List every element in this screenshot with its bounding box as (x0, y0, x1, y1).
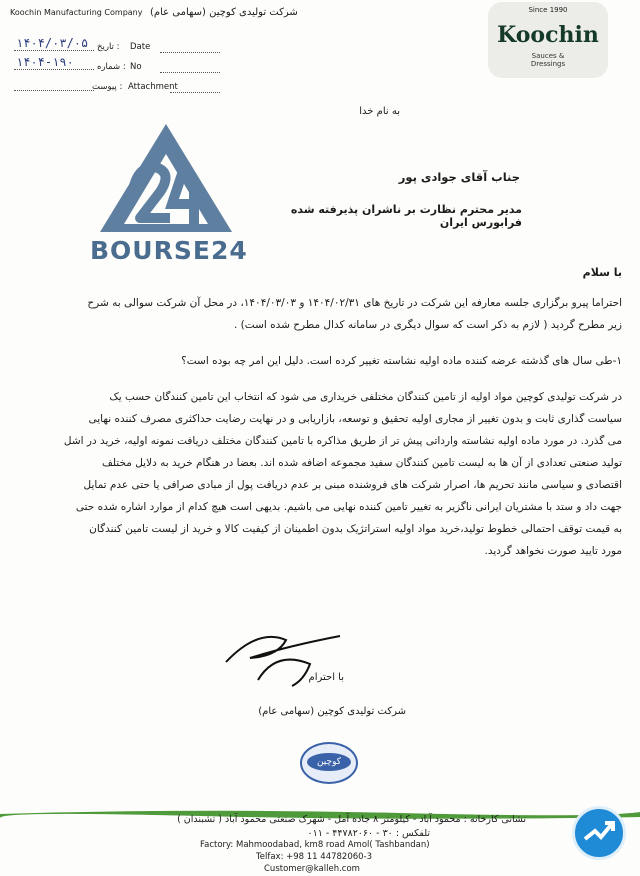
footer-address-fa: نشانی کارخانه : محمود آباد - کیلومتر ۸ جاده آمل - شهرک صنعتی محمود آباد ( تشبندان ) (177, 814, 526, 825)
number-value: ۱۴۰۴-۱۹۰ (16, 55, 74, 69)
greeting: با سلام (582, 266, 622, 279)
answer-line: می گذرد. در مورد ماده اولیه نشاسته وارداتی پیش تر از طریق مذاکره با تامین کنندگان مختلف دریافت نمونه اولیه، خرید در اشل (63, 435, 622, 447)
answer-line: اقتصادی و سیاسی مانند تحریم ها، اصرار شرکت های فروشنده مبنی بر عدم دریافت پول از مبادی صرافی یا حتی عدم تمایل (83, 479, 622, 491)
bourse24-logo-icon (96, 120, 236, 236)
basmala: به نام خدا (359, 106, 400, 117)
attachment-label-en: Attachment (128, 82, 178, 92)
date-label-en: Date (130, 42, 151, 52)
footer-address-en: Factory: Mahmoodabad, km8 road Amol( Tashbandan) (200, 840, 430, 850)
answer-line: مورد تایید صورت نخواهد گردید. (484, 545, 622, 557)
number-label-fa: شماره : (97, 62, 126, 72)
footer-email: Customer@kalleh.com (264, 864, 360, 874)
intro-line-2: زیر مطرح گردید ( لازم به ذکر است که سوال دیگری در سامانه کدال مطرح شده است) . (234, 319, 622, 331)
date-underline (14, 50, 94, 51)
footer-phone-fa: تلفکس : ۳۰ - ۴۴۷۸۲۰۶۰ - ۰۱۱ (307, 828, 430, 839)
answer-line: در شرکت تولیدی کوچین مواد اولیه از تامین کنندگان مختلفی خریداری می شود که انتخاب این تامین کنندگان حسب یک (109, 391, 622, 403)
company-name-en: Koochin Manufacturing Company (10, 8, 143, 17)
stamp-text: کوچین (307, 753, 351, 771)
company-stamp (300, 742, 358, 784)
brand-since: Since 1990 (528, 6, 568, 14)
date-label-fa: تاریخ : (97, 42, 120, 52)
number-underline (14, 69, 94, 70)
attachment-en-underline (170, 92, 220, 93)
brand-tagline-1: Sauces & (531, 52, 565, 60)
footer-phone-en: Telfax: +98 11 44782060-3 (256, 852, 373, 862)
recipient-title: مدیر محترم نظارت بر ناشران پذیرفته شده فرابورس ایران (290, 203, 522, 229)
company-name-fa: شرکت تولیدی کوچین (سهامی عام) (150, 7, 298, 18)
answer-line: سیاست گذاری ثابت و بدون تغییر از مجاری اولیه تحقیق و توسعه، بازاریابی و در نهایت رضایت حداکثری مصرف کننده نهایی (88, 413, 622, 425)
brand-tagline (488, 52, 608, 68)
date-value: ۱۴۰۴/۰۳/۰۵ (16, 36, 89, 50)
answer-paragraph (22, 386, 622, 562)
number-label-en: No (130, 62, 142, 72)
number-en-underline (160, 72, 220, 73)
answer-line: جهت داد و ستد با مشتریان ایرانی ناگزیر به تغییر تامین کننده نهایی می باشیم. بدیهی است هیچ کدام از موارد اشاره شده حتی (75, 501, 622, 513)
koochin-logo (488, 2, 608, 78)
answer-line: به قیمت توقف احتمالی خطوط تولید،خرید مواد اولیه استراتژیک بدون اطمینان از کیفیت کالا و خرید از لیست تامین کنندگان (89, 523, 622, 535)
chart-badge-icon (572, 806, 626, 860)
brand-tagline-2: Dressings (530, 60, 566, 68)
signer: شرکت تولیدی کوچین (سهامی عام) (258, 706, 406, 717)
answer-line: تولید صنعتی تعدادی از آن ها به لیست تامین کنندگان سفید مجموعه اضافه شده اند. بعضا در هنگام خرید به دلایل مختلف (101, 457, 622, 469)
bourse24-logo-text: BOURSE24 (90, 236, 248, 265)
date-en-underline (160, 52, 220, 53)
closing: با احترام (308, 672, 344, 683)
attachment-underline (14, 90, 94, 91)
attachment-label-fa: پیوست : (92, 82, 123, 92)
recipient-name: جناب آقای جوادی پور (398, 170, 520, 184)
brand-name: Koochin (497, 22, 599, 48)
footer (0, 808, 640, 876)
intro-line-1: احتراما پیرو برگزاری جلسه معارفه این شرکت در تاریخ های ۱۴۰۴/۰۲/۳۱ و ۱۴۰۴/۰۳/۰۳، در محل آن شرکت سوالی به شرح (87, 297, 622, 309)
trend-arrow-icon (575, 809, 623, 857)
question: ۱-طی سال های گذشته عرضه کننده ماده اولیه نشاسته تغییر کرده است. دلیل این امر چه بوده است؟ (181, 355, 622, 367)
